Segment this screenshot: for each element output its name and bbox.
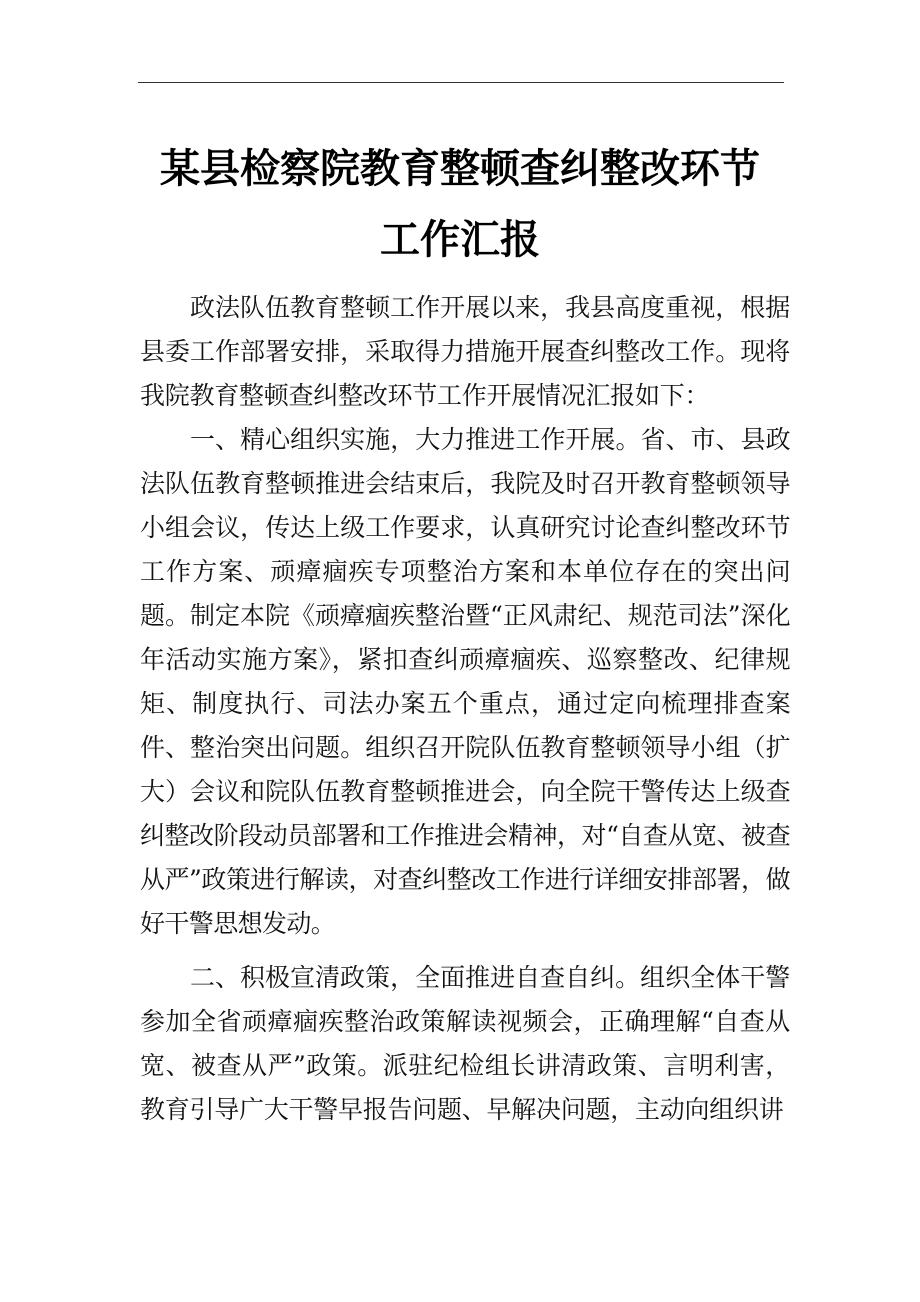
document-title-line-2: 工作汇报 [380,217,540,263]
header-rule [138,82,784,83]
document-body [140,286,790,1132]
paragraph-section-1: 一、精心组织实施，大力推进工作开展。省、市、县政法队伍教育整顿推进会结束后，我院及时召开教育整顿领导小组会议，传达上级工作要求，认真研究讨论查纠整改环节工作方案、顽瘴痼疾专项整治方案和本单位存在的突出问题。制定本院《顽瘴痼疾整治暨“正风肃纪、规范司法”深化年活动实施方案》，紧扣查纠顽瘴痼疾、巡察整改、纪律规矩、制度执行、司法办案五个重点，通过定向梳理排查案件、整治突出问题。组织召开院队伍教育整顿领导小组（扩大）会议和院队伍教育整顿推进会，向全院干警传达上级查纠整改阶段动员部署和工作推进会精神，对“自查从宽、被查从严”政策进行解读，对查纠整改工作进行详细安排部署，做好干警思想发动。 [140,425,790,938]
document-title-line-1: 某县检察院教育整顿查纠整改环节 [160,146,760,192]
paragraph-section-2: 二、积极宣清政策，全面推进自查自纠。组织全体干警参加全省顽瘴痼疾整治政策解读视频会，正确理解“自查从宽、被查从严”政策。派驻纪检组长讲清政策、言明利害，教育引导广大干警早报告问题、早解决问题，主动向组织讲 [140,963,790,1124]
paragraph-intro: 政法队伍教育整顿工作开展以来，我县高度重视，根据县委工作部署安排，采取得力措施开展查纠整改工作。现将我院教育整顿查纠整改环节工作开展情况汇报如下： [140,293,790,410]
